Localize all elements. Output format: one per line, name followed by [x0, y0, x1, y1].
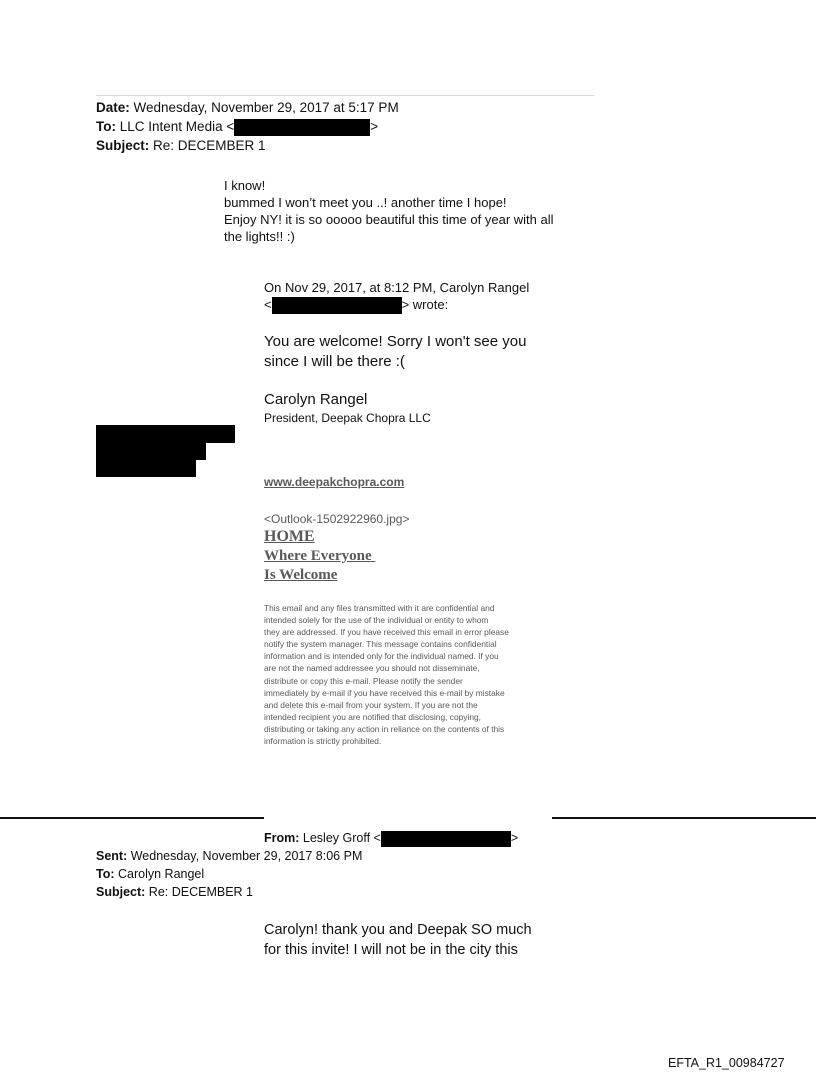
reply-line: I know! — [224, 178, 266, 193]
to-line — [96, 118, 378, 136]
reply-line: bummed I won’t meet you ..! another time I hope! — [224, 195, 507, 210]
reply-body — [224, 177, 604, 245]
to-line-2 — [96, 865, 204, 883]
to-value-2: Carolyn Rangel — [118, 867, 205, 881]
disclaimer-line: distributing or taking any action in reliance on the contents of this — [264, 723, 505, 734]
sent-label: Sent: — [96, 849, 128, 863]
separator-left — [0, 817, 264, 819]
subject-value-2: Re: DECEMBER 1 — [148, 885, 253, 899]
quote-intro-line1: On Nov 29, 2017, at 8:12 PM, Carolyn Rangel — [264, 280, 530, 295]
reply2-line: for this invite! I will not be in the city this — [264, 942, 518, 958]
from-label: From: — [264, 831, 300, 845]
is-welcome-link[interactable]: Is Welcome — [264, 567, 338, 583]
reply2-body — [264, 920, 532, 960]
disclaimer-line: This email and any files transmitted with it are confidential and — [264, 603, 495, 613]
date-line — [96, 99, 399, 117]
message-line: You are welcome! Sorry I won't see you — [264, 333, 527, 350]
reply-line: Enjoy NY! it is so ooooo beautiful this time of year with all — [224, 212, 554, 227]
disclaimer-line: information is strictly prohibited. — [264, 736, 382, 747]
disclaimer-line: immediately by e-mail if you have received this e-mail by mistake — [264, 687, 505, 698]
subject-line — [96, 137, 266, 155]
disclaimer-line: intended recipient you are notified that disclosing, copying, — [264, 711, 481, 722]
top-divider — [96, 95, 594, 96]
signature-name: Carolyn Rangel — [264, 391, 368, 408]
from-close: > — [510, 831, 519, 845]
reply-line: the lights!! :) — [224, 229, 295, 244]
separator-right — [552, 817, 816, 819]
document-id: EFTA_R1_00984727 — [668, 1056, 785, 1070]
redaction-bar — [234, 119, 370, 136]
redaction-bar — [381, 831, 511, 847]
signature-title: President, Deepak Chopra LLC — [264, 411, 431, 425]
home-links — [264, 527, 375, 585]
from-value: Lesley Groff < — [302, 831, 381, 845]
disclaimer-line: distribute or copy this e-mail. Please notify the sender — [264, 675, 463, 686]
date-value: Wednesday, November 29, 2017 at 5:17 PM — [133, 100, 399, 115]
redaction-block — [96, 460, 196, 477]
quote-intro-line2: < > wrote: — [264, 296, 448, 314]
disclaimer-line: are not the named addressee you should not disseminate, — [264, 663, 480, 674]
where-everyone-link[interactable]: Where Everyone — [264, 548, 376, 564]
quote-message — [264, 332, 526, 372]
attachment-name: <Outlook-1502922960.jpg> — [264, 512, 410, 526]
subject-label-2: Subject: — [96, 885, 146, 899]
redaction-block — [96, 443, 206, 460]
disclaimer-line: intended solely for the use of the individual or entity to whom — [264, 615, 489, 626]
disclaimer-line: and delete this e-mail from your system. If you are not the — [264, 699, 478, 710]
home-link[interactable]: HOME — [264, 528, 315, 545]
to-label: To: — [96, 119, 116, 134]
website-link[interactable]: www.deepakchopra.com — [264, 475, 405, 489]
disclaimer-line: they are addressed. If you have received this email in error please — [264, 627, 509, 638]
date-label: Date: — [96, 100, 130, 115]
to-close: > — [370, 119, 379, 134]
redaction-bar — [272, 297, 402, 314]
disclaimer — [264, 602, 509, 747]
message-line: since I will be there :( — [264, 353, 405, 370]
subject-value: Re: DECEMBER 1 — [153, 138, 266, 153]
redaction-block — [96, 425, 235, 443]
subject-line-2 — [96, 883, 253, 901]
sent-value: Wednesday, November 29, 2017 8:06 PM — [130, 849, 363, 863]
subject-label: Subject: — [96, 138, 150, 153]
reply2-line: Carolyn! thank you and Deepak SO much — [264, 922, 532, 938]
disclaimer-line: notify the system manager. This message contains confidential — [264, 639, 497, 650]
to-label-2: To: — [96, 867, 115, 881]
disclaimer-line: information and is intended only for the individual named. If you — [264, 651, 499, 662]
from-line — [264, 829, 518, 847]
to-value: LLC Intent Media < — [119, 119, 235, 134]
sent-line — [96, 847, 362, 865]
